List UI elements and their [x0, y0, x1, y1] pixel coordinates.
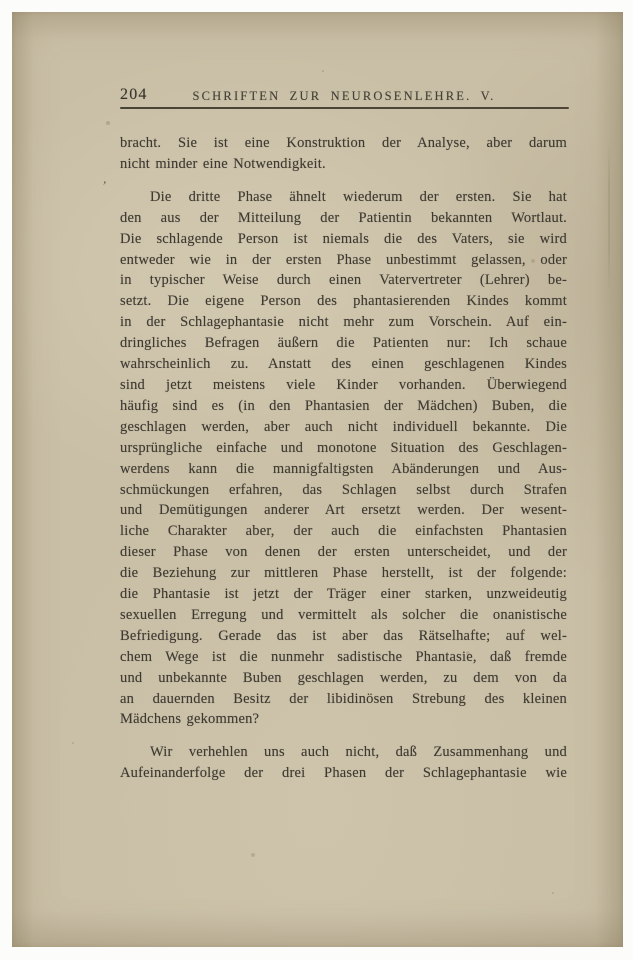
running-head: SCHRIFTEN ZUR NEUROSENLEHRE. V.	[192, 89, 496, 103]
text-line: in der Schlagephantasie nicht mehr zum Vorschein. Auf ein-	[120, 314, 567, 331]
text-line: wahrscheinlich zu. Anstatt des einen geschlagenen Kindes	[120, 356, 567, 373]
text-line: Mädchens gekommen?	[120, 711, 260, 728]
text-line: die Beziehung zur mittleren Phase herstellt, ist der folgende:	[120, 565, 567, 582]
text-line: den aus der Mitteilung der Patientin bekannten Wortlaut.	[120, 209, 567, 226]
text-line: dringliches Befragen äußern die Patienten nur: Ich schaue	[120, 335, 567, 352]
text-line: Befriedigung. Gerade das ist aber das Rätselhafte; auf wel-	[120, 627, 567, 644]
text-line: chem Wege ist die nunmehr sadistische Phantasie, daß fremde	[120, 648, 567, 665]
text-line: bracht. Sie ist eine Konstruktion der Analyse, aber darum	[120, 135, 567, 151]
paragraph	[120, 133, 567, 175]
page-number: 204	[120, 86, 148, 103]
book-page	[12, 12, 623, 947]
text-line: dieser Phase von denen der ersten unterscheidet, und der	[120, 544, 567, 561]
text-line: werdens kann die mannigfaltigsten Abänderungen und Aus-	[120, 460, 567, 477]
paragraph	[120, 187, 567, 731]
page-edge-streak	[608, 140, 610, 295]
text-line: häufig sind es (in den Phantasien der Mädchen) Buben, die	[120, 397, 567, 414]
text-line: schmückungen erfahren, das Schlagen selbst durch Strafen	[120, 481, 567, 498]
text-line: in typischer Weise durch einen Vatervertreter (Lehrer) be-	[120, 272, 567, 289]
paper-specks	[12, 12, 14, 14]
text-line: Aufeinanderfolge der drei Phasen der Schlagephantasie wie	[120, 765, 567, 782]
text-line: geschlagen werden, aber auch nicht individuell bekannte. Die	[120, 418, 567, 435]
paragraph	[120, 742, 567, 784]
text-line: sexuellen Erregung und vermittelt als solcher die onanistische	[120, 606, 567, 623]
header-rule	[120, 107, 569, 109]
page-header	[120, 86, 568, 108]
text-line: liche Charakter aber, der auch die einfachsten Phantasien	[120, 523, 567, 540]
text-line: die Phantasie ist jetzt der Träger einer starken, unzweideutig	[120, 586, 567, 603]
text-line: an dauernden Besitz der libidinösen Strebung des kleinen	[120, 690, 567, 707]
stray-ink-mark: ’	[101, 177, 108, 194]
text-line: sind jetzt meistens viele Kinder vorhanden. Überwiegend	[120, 376, 567, 393]
text-line: entweder wie in der ersten Phase unbestimmt gelassen, oder	[120, 251, 567, 268]
text-line: Wir verhehlen uns auch nicht, daß Zusammenhang und	[150, 744, 567, 761]
text-line: Die dritte Phase ähnelt wiederum der ersten. Sie hat	[150, 188, 567, 205]
text-line: und Demütigungen anderer Art ersetzt werden. Der wesent-	[120, 502, 567, 519]
text-line: ursprüngliche einfache und monotone Situation des Geschlagen-	[120, 439, 567, 456]
text-line: nicht minder eine Notwendigkeit.	[120, 155, 326, 172]
text-line: Die schlagende Person ist niemals die des Vaters, sie wird	[120, 230, 567, 247]
text-line: setzt. Die eigene Person des phantasierenden Kindes kommt	[120, 293, 567, 310]
body-text	[120, 133, 567, 784]
text-line: und unbekannte Buben geschlagen werden, zu dem von da	[120, 669, 567, 686]
